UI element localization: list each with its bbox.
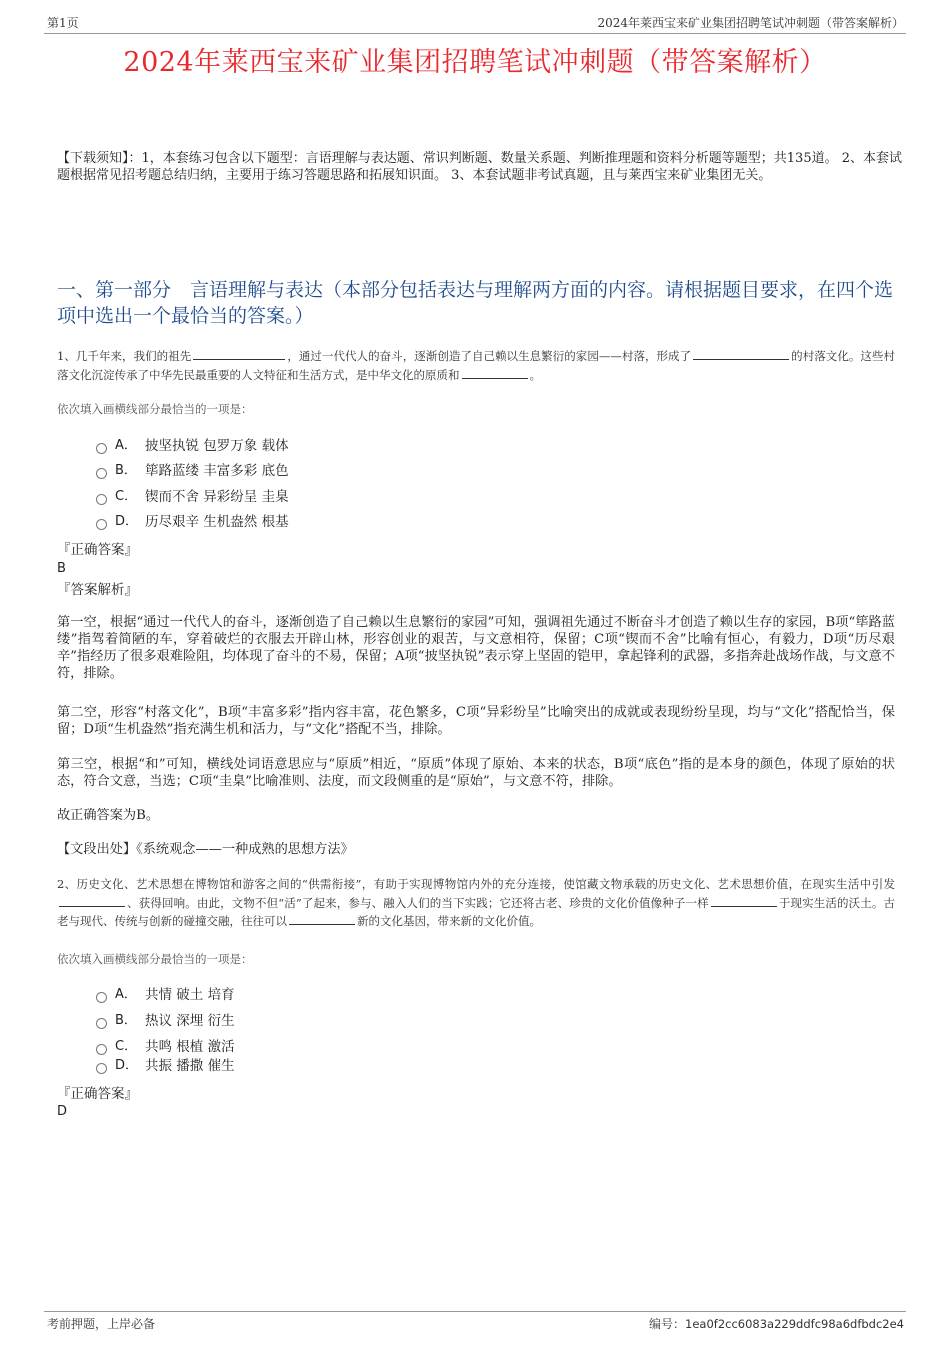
q2-option-c[interactable]: C． 共鸣 根植 激活 [96, 1038, 235, 1056]
q1-analysis-para-2: 第二空，形容“村落文化”，B项“丰富多彩”指内容丰富，花色繁多，C项“异彩纷呈”比喻突出的成就或表现纷纷呈现，均与“文化”搭配恰当，保留；D项“生机盎然”指充满生机和活力，与“文化”搭配不当，排除。 [57, 705, 895, 737]
q1-analysis-label: 『答案解析』 [57, 582, 138, 598]
q1-answer-label: 『正确答案』 [57, 542, 138, 558]
question-2-prompt: 依次填入画横线部分最恰当的一项是： [57, 952, 253, 966]
header-rule [44, 33, 906, 34]
footer-slogan: 考前押题，上岸必备 [47, 1317, 156, 1331]
header-doc-title: 2024年莱西宝来矿业集团招聘笔试冲刺题（带答案解析） [597, 16, 904, 30]
radio-icon[interactable] [96, 1018, 107, 1029]
radio-icon[interactable] [96, 1044, 107, 1055]
page-title: 2024年莱西宝来矿业集团招聘笔试冲刺题（带答案解析） [123, 47, 827, 78]
radio-icon[interactable] [96, 468, 107, 479]
question-2-stem: 2、历史文化、艺术思想在博物馆和游客之间的“供需衔接”，有助于实现博物馆内外的充分连接，使馆藏文物承载的历史文化、艺术思想价值，在现实生活中引发、获得回响。由此，文物不但“活”了起来，参与、融入人们的当下实践；它还将古老、珍贵的文化价值像种子一样 于现实生活的沃土。古老与现代、传统与创新的碰撞交融，往往可以 新的文化基因，带来新的文化价值。 [57, 877, 895, 928]
radio-icon[interactable] [96, 519, 107, 530]
page-number: 第1页 [47, 16, 79, 30]
q1-option-c[interactable]: C． 锲而不舍 异彩纷呈 圭臬 [96, 488, 289, 506]
fill-blank [289, 912, 355, 925]
q2-option-d[interactable]: D． 共振 播撒 催生 [96, 1057, 235, 1075]
q1-analysis-para-3: 第三空，根据“和”可知，横线处词语意思应与“原质”相近，“原质”体现了原始、本来的状态，B项“底色”指的是本身的颜色，体现了原始的状态，符合文意，当选；C项“圭臬”比喻准则、法度，而文段侧重的是“原始”，与文意不符，排除。 [57, 757, 895, 789]
q2-option-a[interactable]: A． 共情 破土 培育 [96, 986, 235, 1004]
radio-icon[interactable] [96, 443, 107, 454]
q1-source: 【文段出处】《系统观念——一种成熟的思想方法》 [57, 842, 354, 857]
question-1-stem: 1、几千年来，我们的祖先 ，通过一代代人的奋斗，逐渐创造了自己赖以生息繁衍的家园——村落，形成了 的村落文化。这些村落文化沉淀传承了中华先民最重要的人文特征和生活方式，是中华文化的原质和 。 [57, 349, 895, 382]
q1-answer: B [57, 561, 66, 576]
footer-rule [44, 1311, 906, 1312]
download-notice: 【下载须知】：1，本套练习包含以下题型：言语理解与表达题、常识判断题、数量关系题、判断推理题和资料分析题等题型；共135道。 2、本套试题根据常见招考题总结归纳，主要用于练习答题思路和拓展知识面。 3、本套试题非考试真题，且与莱西宝来矿业集团无关。 [57, 151, 902, 183]
radio-icon[interactable] [96, 1063, 107, 1074]
radio-icon[interactable] [96, 494, 107, 505]
fill-blank [59, 894, 125, 907]
section-heading: 一、第一部分 言语理解与表达（本部分包括表达与理解两方面的内容。请根据题目要求，在四个选项中选出一个最恰当的答案。） [57, 279, 894, 327]
q1-option-d[interactable]: D． 历尽艰辛 生机盎然 根基 [96, 513, 289, 531]
q1-option-a[interactable]: A． 披坚执锐 包罗万象 载体 [96, 437, 289, 455]
fill-blank [711, 894, 777, 907]
fill-blank [193, 347, 285, 360]
question-1-prompt: 依次填入画横线部分最恰当的一项是： [57, 402, 253, 416]
q1-option-b[interactable]: B． 筚路蓝缕 丰富多彩 底色 [96, 462, 289, 480]
q2-answer: D [57, 1104, 68, 1119]
radio-icon[interactable] [96, 992, 107, 1003]
q2-answer-label: 『正确答案』 [57, 1086, 138, 1102]
fill-blank [693, 347, 789, 360]
q1-conclusion: 故正确答案为B。 [57, 808, 160, 823]
fill-blank [462, 366, 528, 379]
footer-code: 编号：1ea0f2cc6083a229ddfc98a6dfbdc2e4 [649, 1317, 904, 1331]
q2-option-b[interactable]: B． 热议 深埋 衍生 [96, 1012, 235, 1030]
q1-analysis-para-1: 第一空，根据“通过一代代人的奋斗，逐渐创造了自己赖以生息繁衍的家园”可知，强调祖先通过不断奋斗才创造了赖以生存的家园，B项“筚路蓝缕”指驾着简陋的车，穿着破烂的衣服去开辟山林，形容创业的艰苦，与文意相符，保留；C项“锲而不舍”比喻有恒心，有毅力，D项“历尽艰辛”指经历了很多艰难险阻，均体现了奋斗的不易，保留；A项“披坚执锐”表示穿上坚固的铠甲，拿起锋利的武器，多指奔赴战场作战，与文意不符，排除。 [57, 615, 895, 681]
